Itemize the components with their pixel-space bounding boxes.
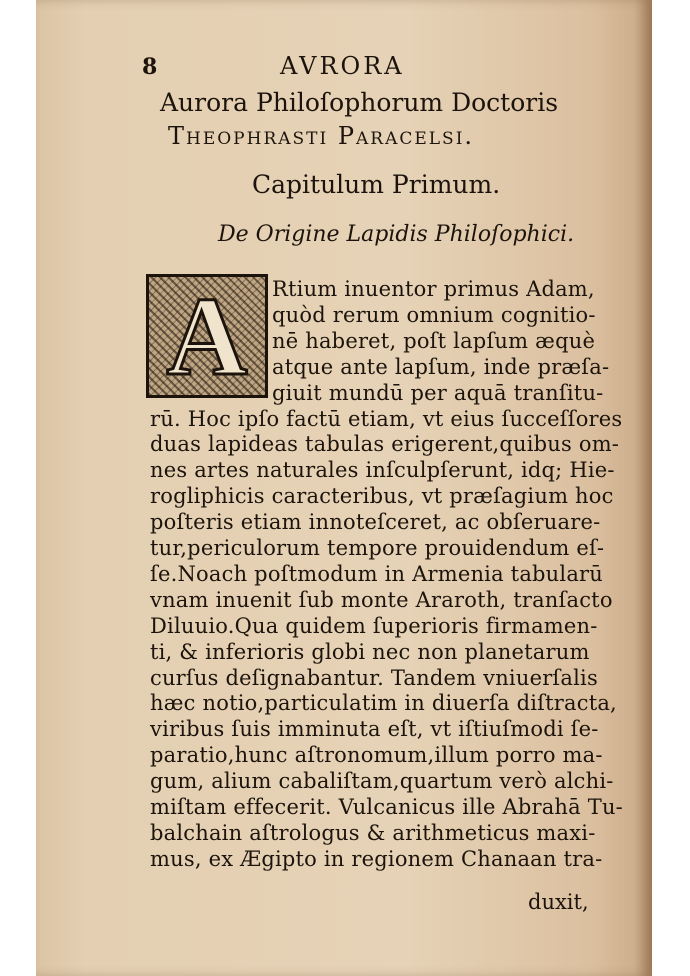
body-line: mus, ex Ægipto in regionem Chanaan tra- bbox=[150, 846, 603, 871]
body-line: quòd rerum omnium cognitio- bbox=[272, 302, 596, 327]
body-line: Diluuio.Qua quidem ſuperioris firmamen- bbox=[150, 613, 598, 638]
body-line: atque ante lapſum, inde præſa- bbox=[272, 354, 610, 379]
catchword: duxit, bbox=[528, 890, 589, 914]
body-line: miſtam effecerit. Vulcanicus ille Abrahā Tu- bbox=[150, 795, 623, 819]
initial-letter: A bbox=[166, 275, 248, 399]
running-head: AVRORA bbox=[280, 52, 405, 80]
decorated-initial bbox=[146, 274, 268, 398]
body-line: giuit mundū per aquā tranſitu- bbox=[272, 380, 604, 405]
body-line: vnam inuenit ſub monte Araroth, tranſacto bbox=[150, 587, 613, 612]
body-line: tur,periculorum tempore prouidendum eſ- bbox=[150, 536, 605, 560]
body-line: ti, & inferioris globi nec non planetarum bbox=[150, 639, 590, 664]
body-line: ſe.Noach poſtmodum in Armenia tabularū bbox=[150, 561, 604, 586]
body-line: viribus ſuis imminuta eſt, vt iſtiuſmodi ſe- bbox=[150, 717, 599, 742]
title-line-1: Aurora Philoſophorum Doctoris bbox=[160, 88, 559, 117]
body-line: Rtium inuentor primus Adam, bbox=[272, 277, 595, 301]
chapter-subtitle: De Origine Lapidis Philoſophici. bbox=[218, 222, 575, 247]
body-line: duas lapideas tabulas erigerent,quibus om- bbox=[150, 432, 620, 457]
body-line: paratio,hunc aſtronomum,illum porro ma- bbox=[150, 743, 603, 768]
body-line: curſus deſignabantur. Tandem vniuerſalis bbox=[150, 665, 598, 690]
body-line: gum, alium cabaliſtam,quartum verò alchi- bbox=[150, 769, 614, 794]
page-number: 8 bbox=[142, 54, 158, 80]
body-line: rū. Hoc ipſo factū etiam, vt eius ſucceſſores bbox=[150, 406, 623, 431]
page-header bbox=[0, 52, 690, 82]
body-line: hæc notio,particulatim in diuerſa diſtracta, bbox=[150, 691, 617, 716]
body-line: poſteris etiam innoteſceret, ac obſeruare- bbox=[150, 510, 601, 535]
body-line: rogliphicis caracteribus, vt præſagium hoc bbox=[150, 484, 614, 509]
title-line-2: Theophrasti Paracelsi. bbox=[168, 122, 475, 150]
page-gutter-shadow bbox=[634, 0, 652, 976]
body-line: balchain aſtrologus & arithmeticus maxi- bbox=[150, 820, 596, 845]
body-line: nes artes naturales inſculpſerunt, idq; Hie- bbox=[150, 458, 615, 483]
body-line: nē haberet, poſt lapſum æquè bbox=[272, 328, 596, 353]
chapter-heading: Capitulum Primum. bbox=[252, 170, 501, 199]
